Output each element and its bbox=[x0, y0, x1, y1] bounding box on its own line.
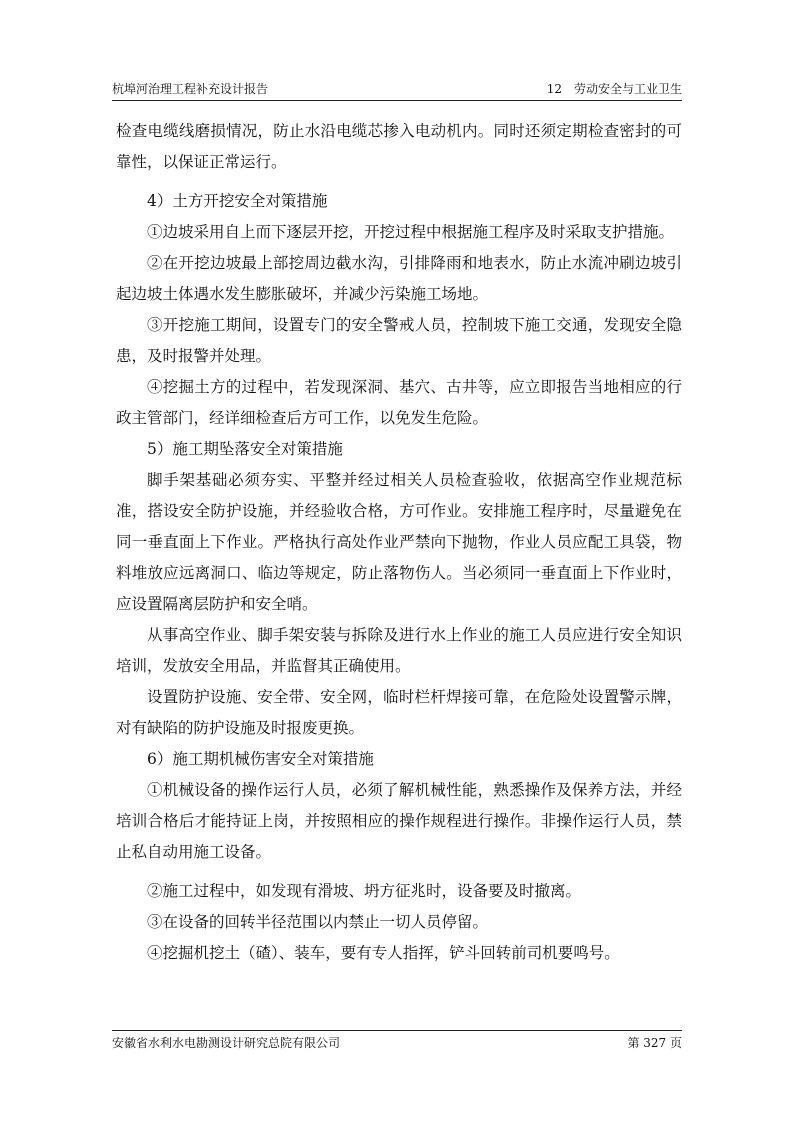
paragraph: 设置防护设施、安全带、安全网，临时栏杆焊接可靠，在危险处设置警示牌，对有缺陷的防护设施及时报废更换。 bbox=[116, 688, 682, 737]
paragraph: ②在开挖边坡最上部挖周边截水沟，引排降雨和地表水，防止水流冲刷边坡引起边坡土体遇水发生膨胀破坏，并减少污染施工场地。 bbox=[116, 254, 682, 303]
paragraph: ③在设备的回转半径范围以内禁止一切人员停留。 bbox=[147, 913, 489, 931]
paragraph: 从事高空作业、脚手架安装与拆除及进行水上作业的施工人员应进行安全知识培训，发放安全用品，并监督其正确使用。 bbox=[116, 626, 682, 675]
paragraph: ①机械设备的操作运行人员，必须了解机械性能，熟悉操作及保养方法，并经培训合格后才能持证上岗，并按照相应的操作规程进行操作。非操作运行人员，禁止私自动用施工设备。 bbox=[116, 781, 682, 861]
footer-divider bbox=[112, 1030, 682, 1031]
header-divider bbox=[112, 100, 682, 101]
page-number: 第 327 页 bbox=[627, 1036, 682, 1050]
section-heading: 4）土方开挖安全对策措施 bbox=[147, 192, 328, 210]
section-heading: 6）施工期机械伤害安全对策措施 bbox=[147, 750, 374, 768]
paragraph: ③开挖施工期间，设置专门的安全警戒人员，控制坡下施工交通，发现安全隐患，及时报警并处理。 bbox=[116, 316, 682, 365]
page-header bbox=[112, 80, 682, 98]
chapter-title: 12 劳动安全与工业卫生 bbox=[546, 82, 682, 96]
paragraph: ①边坡采用自上而下逐层开挖，开挖过程中根据施工程序及时采取支护措施。 bbox=[147, 223, 675, 241]
paragraph: ②施工过程中，如发现有滑坡、坍方征兆时，设备要及时撤离。 bbox=[147, 882, 582, 900]
paragraph: 脚手架基础必须夯实、平整并经过相关人员检查验收，依据高空作业规范标准，搭设安全防护设施，并经验收合格，方可作业。安排施工程序时，尽量避免在同一垂直面上下作业。严格执行高处作业严禁向下抛物，作业人员应配工具袋，物料堆放应远离洞口、临边等规定，防止落物伤人。当必须同一垂直面上下作业时，应设置隔离层防护和安全哨。 bbox=[116, 471, 682, 613]
report-title: 杭埠河治理工程补充设计报告 bbox=[112, 82, 269, 96]
paragraph: ④挖掘土方的过程中，若发现深洞、基穴、古井等，应立即报告当地相应的行政主管部门，经详细检查后方可工作，以免发生危险。 bbox=[116, 378, 682, 427]
page-footer bbox=[112, 1034, 682, 1052]
document-body bbox=[116, 116, 682, 969]
organization-name: 安徽省水利水电勘测设计研究总院有限公司 bbox=[112, 1036, 341, 1050]
paragraph: ④挖掘机挖土（碴）、装车，要有专人指挥，铲斗回转前司机要鸣号。 bbox=[147, 944, 620, 962]
section-heading: 5）施工期坠落安全对策措施 bbox=[147, 440, 343, 458]
paragraph: 检查电缆线磨损情况，防止水沿电缆芯掺入电动机内。同时还须定期检查密封的可靠性，以保证正常运行。 bbox=[116, 122, 682, 171]
